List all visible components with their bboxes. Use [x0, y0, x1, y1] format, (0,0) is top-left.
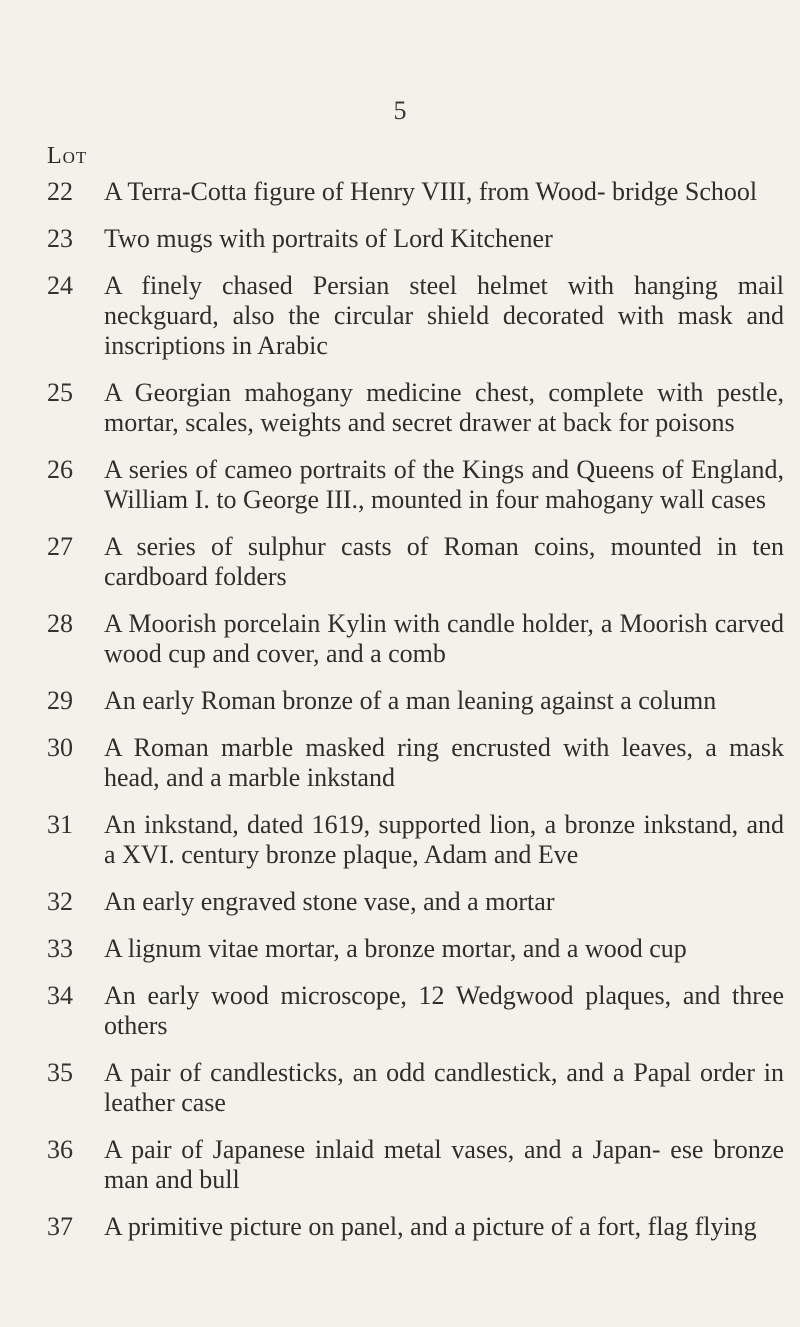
lot-description: A Georgian mahogany medicine chest, complete with pestle, mortar, scales, weights and secret drawer at back for poisons [104, 378, 784, 437]
lot-number: 25 [47, 378, 73, 407]
lot-number: 29 [47, 686, 73, 715]
lot-description: A finely chased Persian steel helmet with hanging mail neckguard, also the circular shield decorated with mask and inscriptions in Arabic [104, 271, 784, 360]
lot-description: Two mugs with portraits of Lord Kitchener [104, 224, 553, 253]
lot-number: 31 [47, 810, 73, 839]
lot-description: An inkstand, dated 1619, supported lion, a bronze inkstand, and a XVI. century bronze plaque, Adam and Eve [104, 810, 784, 869]
lot-description: A series of cameo portraits of the Kings and Queens of England, William I. to George III., mounted in four mahogany wall cases [104, 455, 784, 514]
lot-description: A pair of candlesticks, an odd candlestick, and a Papal order in leather case [104, 1058, 784, 1117]
lot-description: A pair of Japanese inlaid metal vases, and a Japan- ese bronze man and bull [104, 1135, 784, 1194]
lot-description: A Terra-Cotta figure of Henry VIII, from Wood- bridge School [104, 177, 758, 206]
lot-number: 37 [47, 1212, 73, 1241]
lot-number: 35 [47, 1058, 73, 1087]
lot-number: 28 [47, 609, 73, 638]
lot-description: A Roman marble masked ring encrusted with leaves, a mask head, and a marble inkstand [104, 733, 784, 792]
lot-number: 26 [47, 455, 73, 484]
lot-number: 32 [47, 887, 73, 916]
lot-description: A Moorish porcelain Kylin with candle holder, a Moorish carved wood cup and cover, and a comb [104, 609, 784, 668]
lot-description: A primitive picture on panel, and a picture of a fort, flag flying [104, 1212, 757, 1241]
page-number: 5 [393, 96, 407, 125]
lot-description: An early Roman bronze of a man leaning against a column [104, 686, 717, 715]
lot-number: 22 [47, 177, 73, 206]
lot-description: A series of sulphur casts of Roman coins, mounted in ten cardboard folders [104, 532, 784, 591]
lot-description: An early wood microscope, 12 Wedgwood plaques, and three others [104, 981, 784, 1040]
lot-column-header: Lot [47, 143, 88, 169]
lot-number: 30 [47, 733, 73, 762]
lot-number: 34 [47, 981, 73, 1010]
lot-number: 24 [47, 271, 73, 300]
lot-number: 27 [47, 532, 73, 561]
lot-description: An early engraved stone vase, and a mortar [104, 887, 555, 916]
lot-description: A lignum vitae mortar, a bronze mortar, and a wood cup [104, 934, 687, 963]
lot-number: 36 [47, 1135, 73, 1164]
lot-number: 33 [47, 934, 73, 963]
lot-number: 23 [47, 224, 73, 253]
